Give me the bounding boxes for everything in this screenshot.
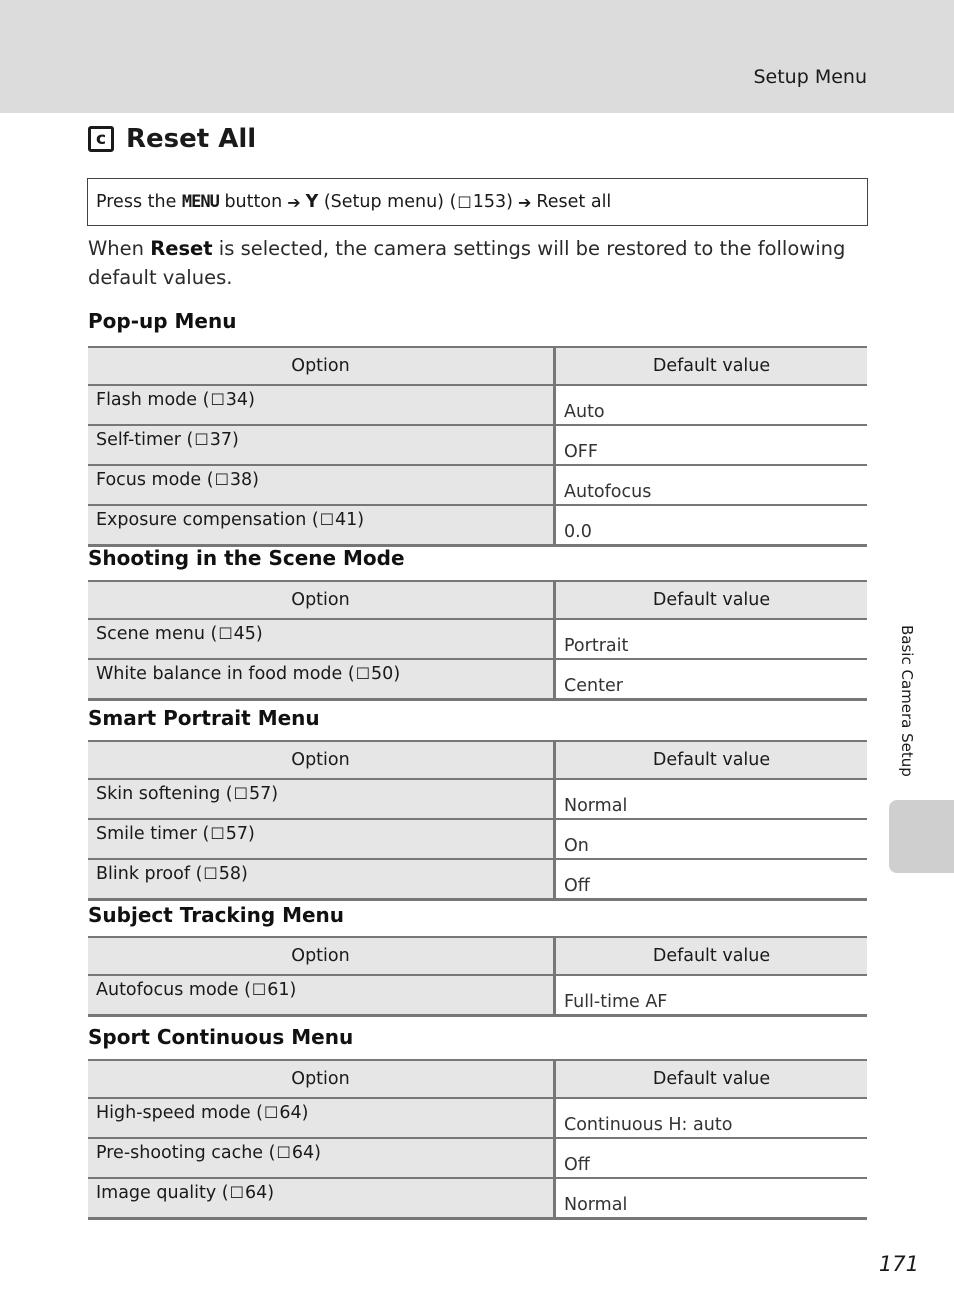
page-reference: 45): [233, 624, 263, 644]
menu-path-box: [87, 178, 868, 226]
page-reference: 34): [225, 390, 255, 410]
option-cell: [88, 779, 555, 819]
column-header-default: Default value: [555, 937, 868, 975]
page-reference: 41): [335, 510, 365, 530]
column-header-option: Option: [88, 347, 555, 385]
intro-paragraph: [88, 234, 878, 292]
option-cell: [88, 975, 555, 1016]
table-header-row: [88, 741, 867, 779]
table-row: [88, 385, 867, 425]
table-row: [88, 1138, 867, 1178]
page-reference-icon: ☐: [233, 784, 248, 803]
table-row: [88, 619, 867, 659]
option-label: Exposure compensation (: [96, 510, 319, 530]
reset-all-icon: c: [88, 126, 114, 152]
option-label: Blink proof (: [96, 864, 203, 884]
option-label: Focus mode (: [96, 470, 214, 490]
option-cell: [88, 819, 555, 859]
page-reference-icon: ☐: [276, 1143, 291, 1162]
default-value-cell: Normal: [555, 1178, 868, 1219]
option-label: Flash mode (: [96, 390, 210, 410]
option-cell: [88, 385, 555, 425]
table-row: [88, 425, 867, 465]
side-tab-marker: [889, 800, 954, 873]
option-cell: [88, 465, 555, 505]
intro-suffix: is selected, the camera settings will be restored to the following default values.: [88, 237, 846, 289]
option-label: Smile timer (: [96, 824, 210, 844]
default-value-cell: Normal: [555, 779, 868, 819]
side-tab-label: Basic Camera Setup: [898, 625, 916, 777]
page-reference: 64): [279, 1103, 309, 1123]
column-header-default: Default value: [555, 1060, 868, 1098]
section-heading: Smart Portrait Menu: [88, 706, 320, 730]
page-reference: 64): [244, 1183, 275, 1203]
page-reference-icon: ☐: [457, 192, 472, 212]
page-reference-icon: ☐: [229, 1183, 244, 1202]
page-number: 171: [878, 1252, 919, 1276]
option-label: Image quality (: [96, 1183, 229, 1203]
column-header-option: Option: [88, 1060, 555, 1098]
arrow-right-icon: ➔: [287, 192, 301, 212]
column-header-default: Default value: [555, 347, 868, 385]
intro-prefix: When: [88, 237, 151, 260]
option-cell: [88, 425, 555, 465]
settings-table: [88, 1059, 867, 1220]
option-cell: [88, 1098, 555, 1138]
option-label: Autofocus mode (: [96, 980, 251, 1000]
option-label: High-speed mode (: [96, 1103, 263, 1123]
page-reference: 64): [291, 1143, 321, 1163]
nav-button-word: button: [224, 192, 283, 212]
page-reference: 37): [209, 430, 239, 450]
table-header-row: [88, 1060, 867, 1098]
settings-table: [88, 936, 867, 1017]
option-label: White balance in food mode (: [96, 664, 355, 684]
default-value-cell: Continuous H: auto: [555, 1098, 868, 1138]
table-row: [88, 819, 867, 859]
table-row: [88, 659, 867, 700]
table-row: [88, 505, 867, 546]
default-value-cell: OFF: [555, 425, 868, 465]
nav-press-the: Press the: [96, 192, 177, 212]
page-reference: 57): [248, 784, 279, 804]
page-reference-icon: ☐: [214, 470, 229, 489]
table-row: [88, 975, 867, 1016]
settings-table: [88, 346, 867, 547]
column-header-option: Option: [88, 581, 555, 619]
default-value-cell: Full-time AF: [555, 975, 868, 1016]
option-cell: [88, 505, 555, 546]
arrow-right-icon: ➔: [517, 192, 532, 212]
column-header-default: Default value: [555, 581, 868, 619]
table-row: [88, 859, 867, 900]
settings-table: [88, 740, 867, 901]
page-reference-icon: ☐: [251, 980, 267, 999]
default-value-cell: 0.0: [555, 505, 868, 546]
default-value-cell: Center: [555, 659, 868, 700]
setup-wrench-icon: Y: [305, 192, 319, 212]
option-cell: [88, 1138, 555, 1178]
default-value-cell: Portrait: [555, 619, 868, 659]
table-row: [88, 1178, 867, 1219]
table-header-row: [88, 581, 867, 619]
table-header-row: [88, 347, 867, 385]
intro-bold: Reset: [150, 237, 213, 260]
page-reference-icon: ☐: [210, 390, 225, 409]
option-cell: [88, 1178, 555, 1219]
page-reference: 57): [225, 824, 255, 844]
option-label: Self-timer (: [96, 430, 194, 450]
default-value-cell: On: [555, 819, 868, 859]
nav-setup-text: (Setup menu) (: [323, 192, 457, 212]
default-value-cell: Auto: [555, 385, 868, 425]
page-reference-icon: ☐: [319, 510, 335, 529]
column-header-default: Default value: [555, 741, 868, 779]
page-reference: 61): [267, 980, 297, 1000]
page-reference: 38): [229, 470, 260, 490]
section-heading: Shooting in the Scene Mode: [88, 546, 405, 570]
option-label: Skin softening (: [96, 784, 233, 804]
column-header-option: Option: [88, 741, 555, 779]
option-label: Scene menu (: [96, 624, 218, 644]
page-reference-icon: ☐: [203, 864, 218, 883]
option-label: Pre-shooting cache (: [96, 1143, 276, 1163]
page-reference-icon: ☐: [210, 824, 225, 843]
menu-button-icon: MENU: [181, 192, 219, 212]
page-reference: 50): [371, 664, 401, 684]
option-cell: [88, 619, 555, 659]
page-reference-icon: ☐: [218, 624, 233, 643]
default-value-cell: Off: [555, 1138, 868, 1178]
nav-setup-page: 153): [472, 192, 513, 212]
section-label: Setup Menu: [753, 66, 867, 88]
page-title-text: Reset All: [126, 124, 257, 154]
page-reference-icon: ☐: [264, 1103, 279, 1122]
section-heading: Pop-up Menu: [88, 309, 237, 333]
option-cell: [88, 859, 555, 900]
page-reference-icon: ☐: [355, 664, 371, 683]
header-band: [0, 0, 954, 113]
table-row: [88, 465, 867, 505]
nav-final: Reset all: [536, 192, 612, 212]
default-value-cell: Autofocus: [555, 465, 868, 505]
settings-table: [88, 580, 867, 701]
table-row: [88, 1098, 867, 1138]
default-value-cell: Off: [555, 859, 868, 900]
table-row: [88, 779, 867, 819]
section-heading: Subject Tracking Menu: [88, 903, 345, 927]
option-cell: [88, 659, 555, 700]
page-title: [88, 124, 256, 154]
column-header-option: Option: [88, 937, 555, 975]
page-reference-icon: ☐: [194, 430, 209, 449]
table-header-row: [88, 937, 867, 975]
page-reference: 58): [218, 864, 248, 884]
section-heading: Sport Continuous Menu: [88, 1025, 354, 1049]
